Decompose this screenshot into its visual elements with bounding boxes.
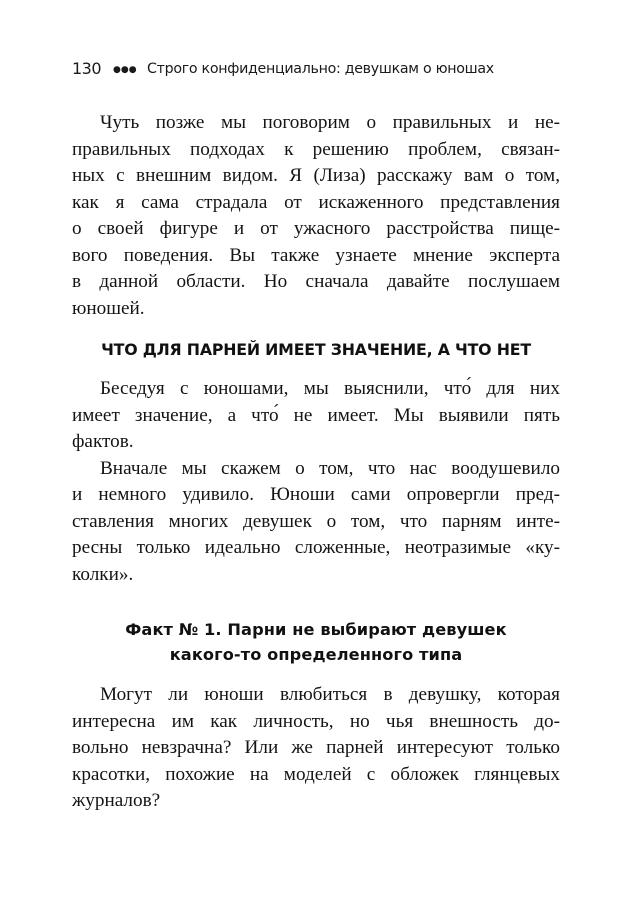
text-line: вольно невзрачна? Или же парней интересуют только bbox=[72, 737, 560, 758]
paragraph-fact-1 bbox=[72, 682, 560, 815]
text-line: журналов? bbox=[72, 790, 161, 811]
text-line: ставления многих девушек о том, что парням инте- bbox=[72, 510, 560, 532]
text-line: ных с внешним видом. Я (Лиза) расскажу вам о том, bbox=[72, 165, 560, 186]
text-line: как я сама страдала от искаженного представления bbox=[72, 191, 560, 213]
fact-1-heading-line-1: Факт № 1. Парни не выбирают девушек bbox=[125, 620, 507, 639]
text-line: юношей. bbox=[72, 297, 145, 319]
text-line: правильных подходах к решению проблем, связан- bbox=[72, 138, 560, 160]
paragraph-intro bbox=[72, 110, 560, 322]
text-line: имеет значение, а что́ не имеет. Мы выявили пять bbox=[72, 404, 560, 426]
fact-1-heading-line-2: какого-то определенного типа bbox=[169, 645, 463, 664]
running-head bbox=[72, 59, 562, 78]
text-line: в данной области. Но сначала давайте послушаем bbox=[72, 271, 560, 292]
text-line: и немного удивило. Юноши сами опровергли пред- bbox=[72, 484, 560, 505]
text-line: красотки, похожие на моделей с обложек глянцевых bbox=[72, 763, 560, 785]
text-line: Могут ли юноши влюбиться в девушку, которая bbox=[100, 684, 560, 705]
text-line: интересна им как личность, но чья внешность до- bbox=[72, 710, 560, 732]
text-line: Чуть позже мы поговорим о правильных и не- bbox=[100, 112, 560, 133]
page-number: 130 bbox=[72, 59, 102, 78]
text-line: о своей фигуре и от ужасного расстройства пище- bbox=[72, 218, 560, 239]
text-line: Беседуя с юношами, мы выяснили, что́ для них bbox=[100, 378, 560, 399]
text-line: фактов. bbox=[72, 431, 134, 452]
book-title: Строго конфиденциально: девушкам о юношах bbox=[146, 60, 494, 77]
text-line: вого поведения. Вы также узнаете мнение эксперта bbox=[72, 244, 560, 266]
section-heading: ЧТО ДЛЯ ПАРНЕЙ ИМЕЕТ ЗНАЧЕНИЕ, А ЧТО НЕТ bbox=[101, 340, 531, 359]
text-line: Вначале мы скажем о том, что нас воодушевило bbox=[100, 457, 560, 479]
paragraph-encouraged bbox=[72, 456, 560, 589]
fact-1-heading bbox=[72, 617, 560, 667]
separator-dots-icon: ●●● bbox=[113, 64, 137, 75]
paragraph-facts-intro bbox=[72, 376, 560, 456]
text-line: ресны только идеально сложенные, неотразимые «ку- bbox=[72, 537, 560, 558]
text-line: колки». bbox=[72, 563, 134, 585]
